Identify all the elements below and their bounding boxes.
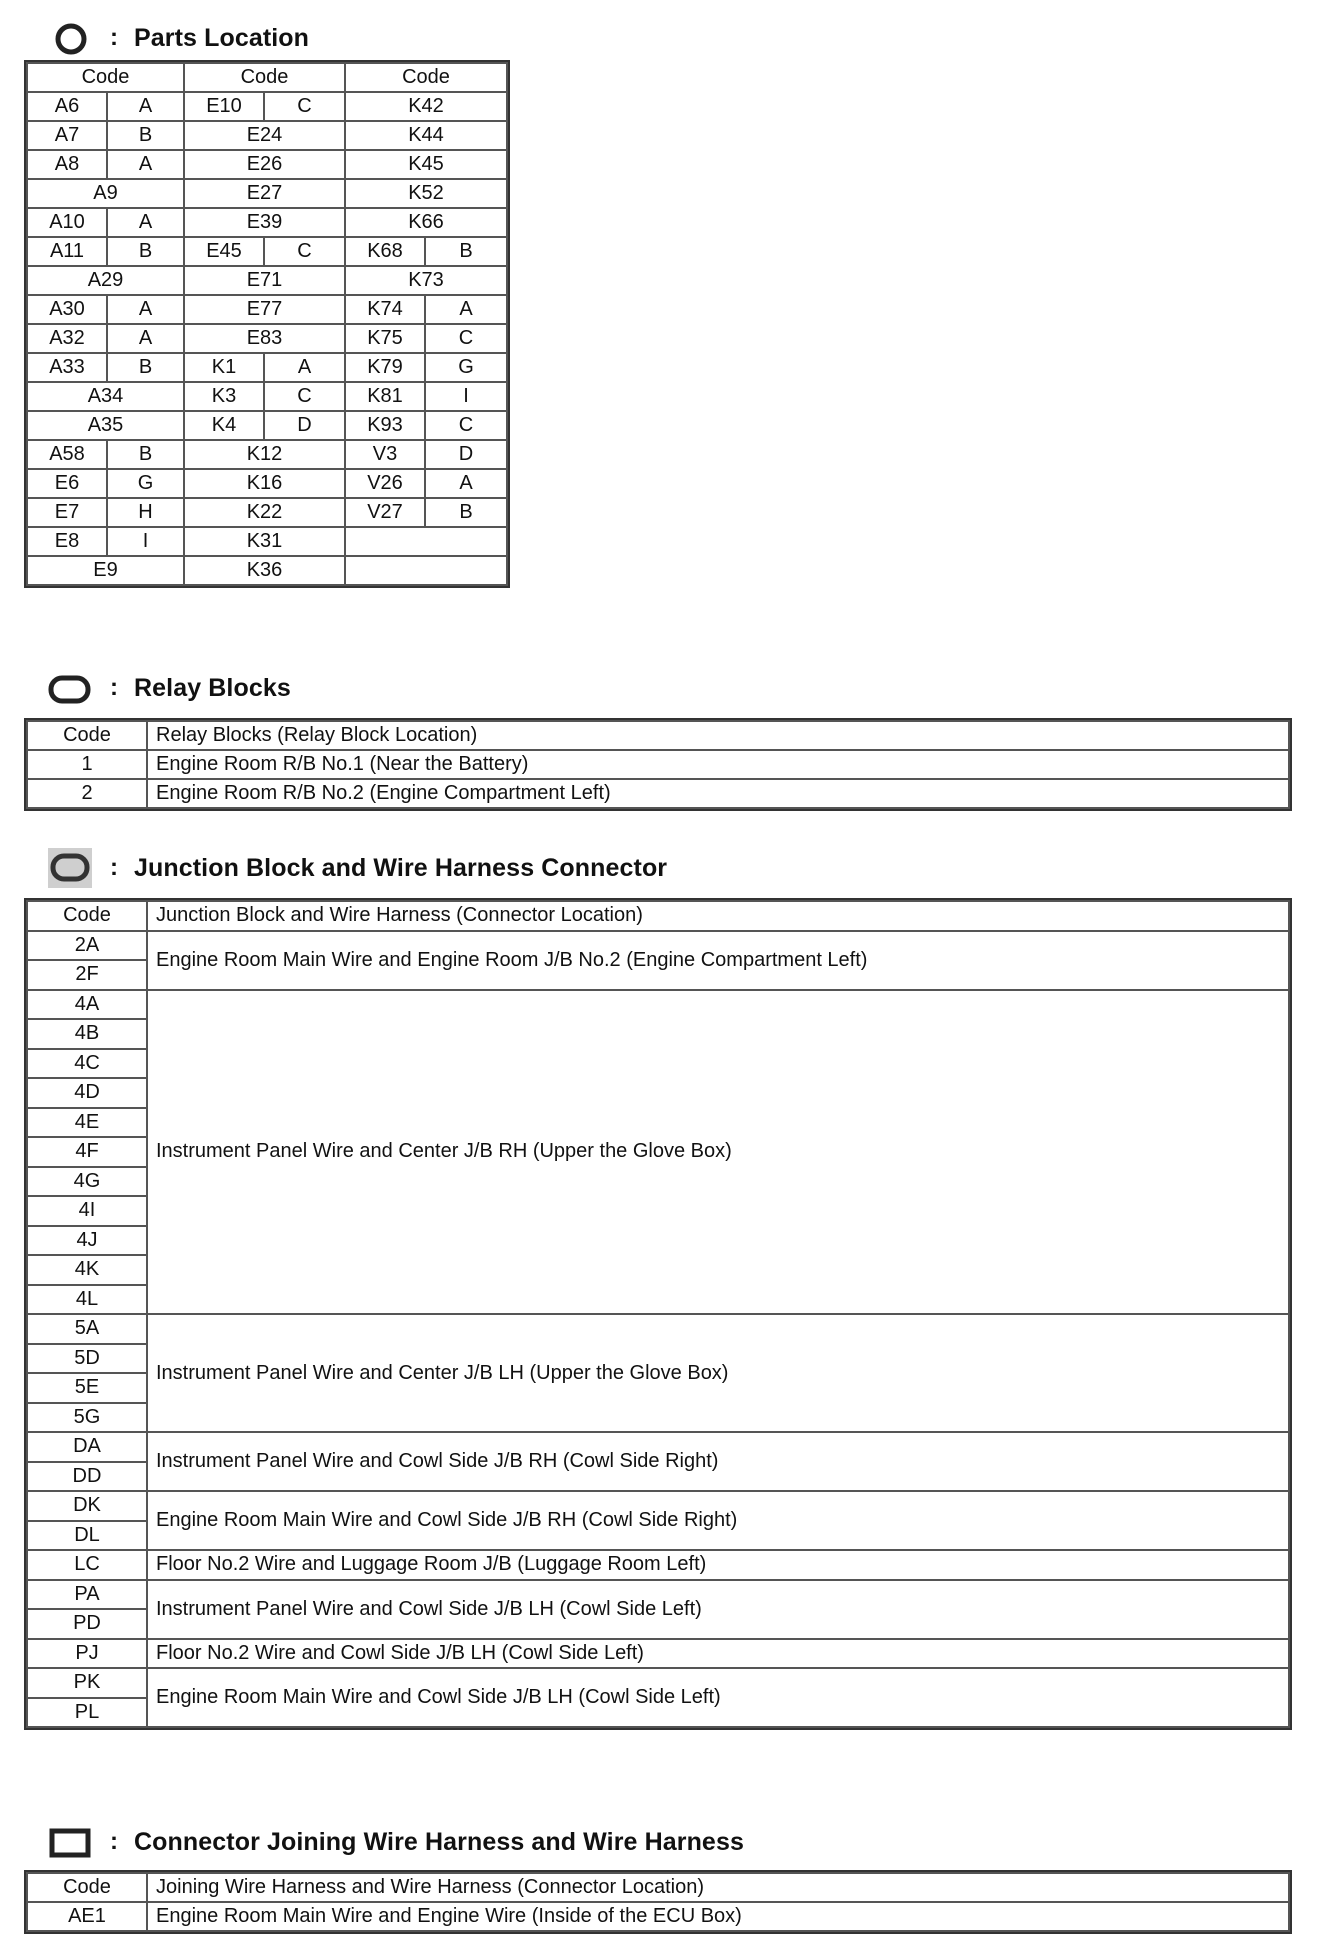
description-cell: Floor No.2 Wire and Cowl Side J/B LH (Cowl Side Left): [147, 1639, 1289, 1669]
code-column-header: Code: [27, 721, 147, 750]
location-cell: G: [425, 353, 507, 382]
table-row: [27, 295, 507, 324]
junction-block-heading: [44, 848, 667, 888]
location-cell: B: [107, 237, 184, 266]
column-header: Code: [345, 63, 507, 92]
code-cell: K68: [345, 237, 425, 266]
code-cell: A30: [27, 295, 107, 324]
code-cell: E77: [184, 295, 345, 324]
parts-location-table: [26, 62, 508, 586]
code-cell: A11: [27, 237, 107, 266]
code-cell: DD: [27, 1462, 147, 1492]
code-cell: E6: [27, 469, 107, 498]
location-cell: C: [264, 382, 345, 411]
table-row: [27, 411, 507, 440]
table-header-row: [27, 63, 507, 92]
table-row: [27, 1639, 1289, 1669]
separator-colon: :: [110, 1828, 118, 1855]
table-row: [27, 92, 507, 121]
code-cell: 4L: [27, 1285, 147, 1315]
description-cell: Floor No.2 Wire and Luggage Room J/B (Luggage Room Left): [147, 1550, 1289, 1580]
code-cell: V3: [345, 440, 425, 469]
code-cell: K66: [345, 208, 507, 237]
code-cell: E24: [184, 121, 345, 150]
description-cell: Instrument Panel Wire and Cowl Side J/B RH (Cowl Side Right): [147, 1432, 1289, 1491]
code-cell: 4A: [27, 990, 147, 1020]
code-cell: 4I: [27, 1196, 147, 1226]
code-cell: K22: [184, 498, 345, 527]
code-cell: 4C: [27, 1049, 147, 1079]
code-cell: PD: [27, 1609, 147, 1639]
connector-joining-heading: [44, 1822, 744, 1862]
code-cell: A9: [27, 179, 184, 208]
parts-location-heading: [44, 18, 309, 58]
description-cell: Engine Room Main Wire and Engine Room J/B No.2 (Engine Compartment Left): [147, 931, 1289, 990]
location-cell: B: [107, 121, 184, 150]
code-cell: A35: [27, 411, 184, 440]
table-row: [27, 1314, 1289, 1344]
code-cell: DK: [27, 1491, 147, 1521]
code-cell: E45: [184, 237, 264, 266]
rounded-rect-icon: [44, 670, 94, 706]
code-cell: K3: [184, 382, 264, 411]
code-cell: K36: [184, 556, 345, 585]
code-cell: 4D: [27, 1078, 147, 1108]
location-cell: B: [425, 237, 507, 266]
code-cell: V27: [345, 498, 425, 527]
code-cell: E39: [184, 208, 345, 237]
code-cell: K79: [345, 353, 425, 382]
code-cell: K4: [184, 411, 264, 440]
table-row: [27, 1902, 1289, 1931]
table-row: [27, 527, 507, 556]
table-row: [27, 179, 507, 208]
location-cell: C: [264, 237, 345, 266]
code-cell: E71: [184, 266, 345, 295]
code-cell: A6: [27, 92, 107, 121]
code-cell: 1: [27, 750, 147, 779]
code-cell: 2A: [27, 931, 147, 961]
table-row: [27, 353, 507, 382]
code-cell: K52: [345, 179, 507, 208]
table-row: [27, 1550, 1289, 1580]
code-cell: E10: [184, 92, 264, 121]
code-cell: 5G: [27, 1403, 147, 1433]
code-cell: K16: [184, 469, 345, 498]
table-row: [27, 324, 507, 353]
connector-joining-table: [26, 1872, 1290, 1932]
relay-blocks-heading: [44, 668, 291, 708]
code-cell: 4J: [27, 1226, 147, 1256]
description-cell: Engine Room Main Wire and Cowl Side J/B LH (Cowl Side Left): [147, 1668, 1289, 1727]
location-cell: G: [107, 469, 184, 498]
code-cell: PJ: [27, 1639, 147, 1669]
circle-icon: [44, 20, 94, 56]
location-cell: A: [425, 469, 507, 498]
junction-block-table: [26, 900, 1290, 1728]
code-cell: PK: [27, 1668, 147, 1698]
code-cell: LC: [27, 1550, 147, 1580]
code-cell: K74: [345, 295, 425, 324]
code-cell: V26: [345, 469, 425, 498]
table-row: [27, 469, 507, 498]
code-cell: K45: [345, 150, 507, 179]
code-cell: K81: [345, 382, 425, 411]
location-cell: C: [264, 92, 345, 121]
table-row: [27, 498, 507, 527]
location-cell: B: [107, 440, 184, 469]
column-header: Code: [27, 63, 184, 92]
table-row: [27, 121, 507, 150]
table-row: [27, 382, 507, 411]
location-cell: C: [425, 411, 507, 440]
table-row: [27, 556, 507, 585]
location-cell: A: [107, 92, 184, 121]
location-cell: I: [425, 382, 507, 411]
table-row: [27, 990, 1289, 1020]
table-header-row: [27, 721, 1289, 750]
table-row: [27, 1432, 1289, 1462]
code-column-header: Code: [27, 901, 147, 931]
code-cell: K73: [345, 266, 507, 295]
location-cell: A: [107, 208, 184, 237]
code-cell: A34: [27, 382, 184, 411]
shaded-rounded-rect-icon: [44, 850, 94, 886]
code-cell: K31: [184, 527, 345, 556]
code-cell: A7: [27, 121, 107, 150]
code-cell: K1: [184, 353, 264, 382]
location-cell: D: [425, 440, 507, 469]
code-cell: A33: [27, 353, 107, 382]
separator-colon: :: [110, 854, 118, 881]
description-cell: Engine Room R/B No.2 (Engine Compartment Left): [147, 779, 1289, 808]
code-cell: E27: [184, 179, 345, 208]
location-cell: D: [264, 411, 345, 440]
description-column-header: Relay Blocks (Relay Block Location): [147, 721, 1289, 750]
code-cell: PL: [27, 1698, 147, 1728]
description-cell: Engine Room Main Wire and Engine Wire (Inside of the ECU Box): [147, 1902, 1289, 1931]
location-cell: A: [264, 353, 345, 382]
code-cell: [345, 527, 507, 556]
code-cell: 4B: [27, 1019, 147, 1049]
code-cell: E9: [27, 556, 184, 585]
code-cell: E26: [184, 150, 345, 179]
code-cell: [345, 556, 507, 585]
relay-blocks-table: [26, 720, 1290, 809]
column-header: Code: [184, 63, 345, 92]
code-column-header: Code: [27, 1873, 147, 1902]
code-cell: E83: [184, 324, 345, 353]
table-header-row: [27, 901, 1289, 931]
location-cell: I: [107, 527, 184, 556]
code-cell: E8: [27, 527, 107, 556]
separator-colon: :: [110, 24, 118, 51]
location-cell: A: [107, 150, 184, 179]
code-cell: K44: [345, 121, 507, 150]
description-cell: Engine Room Main Wire and Cowl Side J/B RH (Cowl Side Right): [147, 1491, 1289, 1550]
code-cell: A10: [27, 208, 107, 237]
location-cell: C: [425, 324, 507, 353]
table-row: [27, 1491, 1289, 1521]
code-cell: PA: [27, 1580, 147, 1610]
code-cell: 4K: [27, 1255, 147, 1285]
location-cell: A: [107, 324, 184, 353]
table-row: [27, 208, 507, 237]
table-row: [27, 150, 507, 179]
description-cell: Engine Room R/B No.1 (Near the Battery): [147, 750, 1289, 779]
description-column-header: Joining Wire Harness and Wire Harness (Connector Location): [147, 1873, 1289, 1902]
description-cell: Instrument Panel Wire and Center J/B LH (Upper the Glove Box): [147, 1314, 1289, 1432]
table-row: [27, 779, 1289, 808]
code-cell: 2: [27, 779, 147, 808]
location-cell: A: [425, 295, 507, 324]
code-cell: DL: [27, 1521, 147, 1551]
code-cell: 5D: [27, 1344, 147, 1374]
table-row: [27, 1668, 1289, 1698]
section-title: Connector Joining Wire Harness and Wire Harness: [134, 1827, 744, 1856]
description-cell: Instrument Panel Wire and Center J/B RH (Upper the Glove Box): [147, 990, 1289, 1315]
table-row: [27, 237, 507, 266]
table-row: [27, 266, 507, 295]
location-cell: A: [107, 295, 184, 324]
separator-colon: :: [110, 674, 118, 701]
code-cell: AE1: [27, 1902, 147, 1931]
square-icon: [44, 1824, 94, 1860]
code-cell: E7: [27, 498, 107, 527]
code-cell: K75: [345, 324, 425, 353]
code-cell: K93: [345, 411, 425, 440]
code-cell: A58: [27, 440, 107, 469]
section-title: Relay Blocks: [134, 673, 291, 702]
section-title: Parts Location: [134, 23, 310, 52]
code-cell: K12: [184, 440, 345, 469]
code-cell: DA: [27, 1432, 147, 1462]
code-cell: 4F: [27, 1137, 147, 1167]
code-cell: 4G: [27, 1167, 147, 1197]
code-cell: A32: [27, 324, 107, 353]
location-cell: B: [425, 498, 507, 527]
location-cell: B: [107, 353, 184, 382]
table-row: [27, 750, 1289, 779]
code-cell: A29: [27, 266, 184, 295]
code-cell: 5A: [27, 1314, 147, 1344]
table-header-row: [27, 1873, 1289, 1902]
table-row: [27, 440, 507, 469]
code-cell: 2F: [27, 960, 147, 990]
table-row: [27, 1580, 1289, 1610]
code-cell: 5E: [27, 1373, 147, 1403]
location-cell: H: [107, 498, 184, 527]
code-cell: K42: [345, 92, 507, 121]
section-title: Junction Block and Wire Harness Connector: [134, 853, 668, 882]
description-column-header: Junction Block and Wire Harness (Connector Location): [147, 901, 1289, 931]
description-cell: Instrument Panel Wire and Cowl Side J/B LH (Cowl Side Left): [147, 1580, 1289, 1639]
table-row: [27, 931, 1289, 961]
code-cell: A8: [27, 150, 107, 179]
code-cell: 4E: [27, 1108, 147, 1138]
